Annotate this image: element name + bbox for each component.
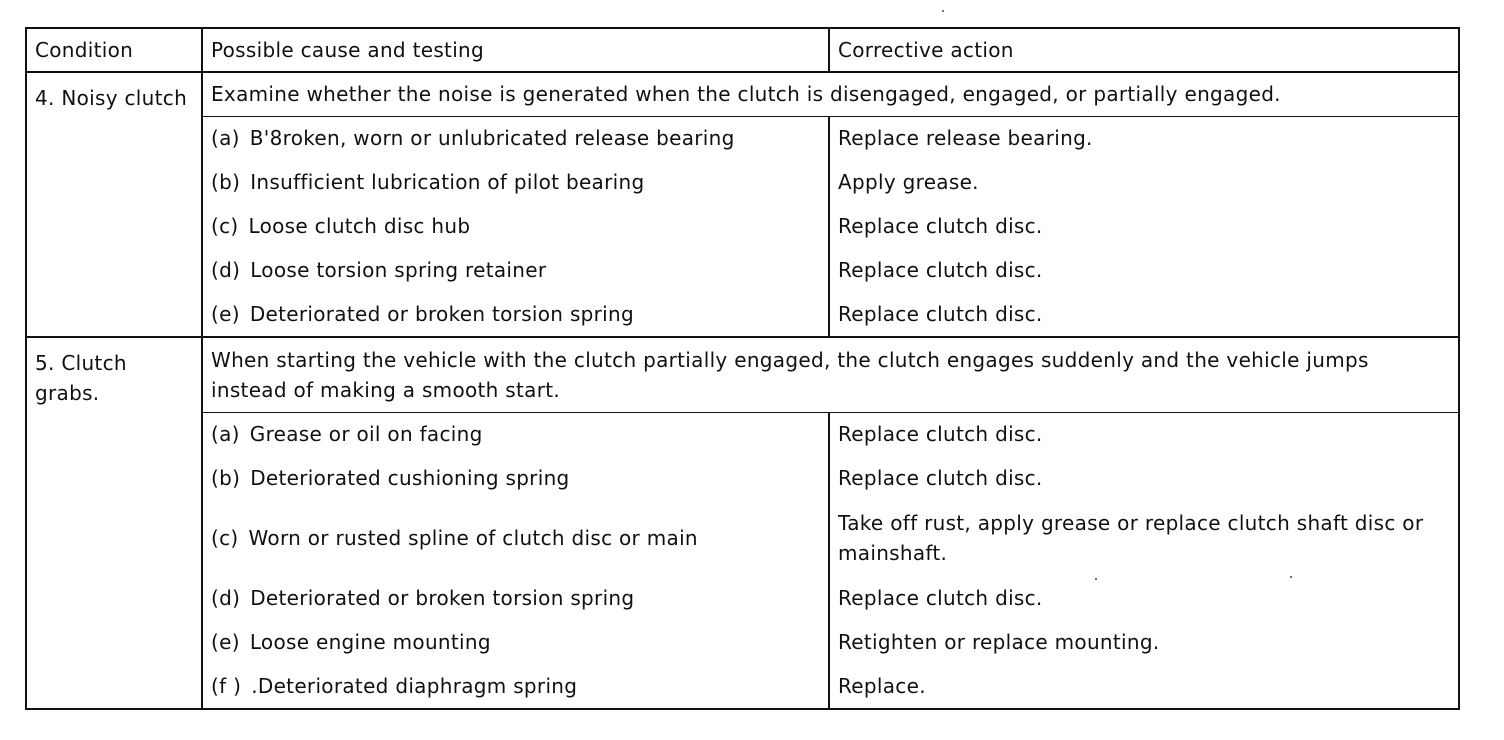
table-row [26,576,1459,620]
action-cell: Retighten or replace mounting. [829,620,1459,664]
action-cell: Replace clutch disc. [829,204,1459,248]
scan-speck [1095,578,1097,580]
cause-label: (b) [211,466,241,490]
cause-label: (f ) [211,674,242,698]
cause-text: Grease or oil on facing [249,422,483,447]
action-cell: Replace clutch disc. [829,412,1459,456]
header-cause: Possible cause and testing [202,28,829,72]
table-row [26,116,1459,160]
cause-cell [202,160,829,204]
table-row [26,292,1459,337]
action-cell: Replace clutch disc. [829,456,1459,500]
table-row [26,248,1459,292]
cause-cell [202,204,829,248]
cause-text: B'8roken, worn or unlubricated release bearing [249,126,735,151]
table-row [26,204,1459,248]
cause-text: Loose clutch disc hub [248,214,471,238]
cause-label: (e) [211,302,240,326]
cause-cell [202,576,829,620]
cause-label: (d) [211,586,241,610]
cause-text: Insufficient lubrication of pilot bearing [250,170,645,194]
header-row [26,28,1459,72]
cause-text: Deteriorated cushioning spring [250,466,570,490]
cause-text: Worn or rusted spline of clutch disc or main [248,526,698,550]
cause-cell [202,500,829,576]
header-condition: Condition [35,38,134,62]
action-cell: Replace release bearing. [829,116,1459,160]
table-row [26,500,1459,576]
cause-cell [202,620,829,664]
condition-cell: 5. Clutch grabs. [26,337,202,709]
cause-text: .Deteriorated diaphragm spring [251,674,578,698]
action-cell: Replace clutch disc. [829,576,1459,620]
cause-text: Deteriorated or broken torsion spring [250,586,635,610]
cause-text: Loose torsion spring retainer [250,258,547,282]
troubleshooting-table [25,27,1460,710]
group-description: When starting the vehicle with the clutch partially engaged, the clutch engages suddenly and the vehicle jumps instead of making a smooth start. [202,337,1459,412]
cause-label: (e) [211,630,240,654]
action-cell: Replace. [829,664,1459,709]
action-cell: Take off rust, apply grease or replace clutch shaft disc or mainshaft. [829,500,1459,576]
condition-cell: 4. Noisy clutch [26,72,202,337]
action-cell: Apply grease. [829,160,1459,204]
table-row [26,664,1459,709]
cause-label: (c) [211,526,239,550]
cause-label: (d) [211,258,241,282]
cause-text: Deteriorated or broken torsion spring [249,302,635,326]
group-description: Examine whether the noise is generated when the clutch is disengaged, engaged, or partially engaged. [202,72,1459,116]
cause-cell [202,292,829,337]
action-cell: Replace clutch disc. [829,248,1459,292]
cause-cell [202,412,829,456]
group-description-row [26,337,1459,412]
cause-label: (c) [211,214,239,238]
cause-cell [202,456,829,500]
cause-text: Loose engine mounting [249,630,491,654]
table-row [26,412,1459,456]
scan-speck [942,10,944,12]
scan-speck [1290,576,1292,578]
action-cell: Replace clutch disc. [829,292,1459,337]
cause-cell [202,116,829,160]
group-description-row [26,72,1459,116]
cause-cell [202,248,829,292]
cause-label: (b) [211,170,241,194]
cause-label: (a) [211,422,240,447]
cause-cell [202,664,829,709]
table-row [26,456,1459,500]
table-row [26,160,1459,204]
cause-label: (a) [211,126,240,151]
table-row [26,620,1459,664]
header-action: Corrective action [829,28,1459,72]
